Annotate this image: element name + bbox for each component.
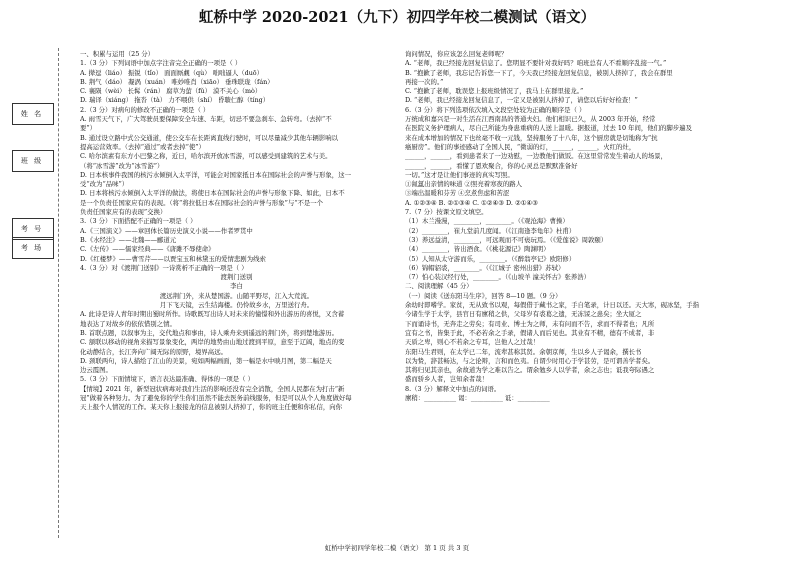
text-line: 在医院义务护理病人，尽自己所能为身患重病的人送上温暖。据报道，过去 10 年间，他们的脚步遍及 [405,124,692,133]
exam-room-label: 考 场 [20,244,44,252]
text-line: D.《红楼梦》——曹雪芹——以贾宝玉和林黛玉的爱情悲剧为线索 [80,254,266,263]
text-line: B. 荆气（dáo） 凝涡（xuán） 唯妙唯肖（xiāo） 垂珠联珑（fán） [80,77,274,86]
text-line: 宜有之书，皆集于此，不必若余之手录，假诸人而后见也。其业有不精，德有不成者，非 [405,328,655,337]
text-line: A. 此诗是诗人青年时期出蜀时所作。诗歌既写出诗人对未来的憧憬和外出游历的喜悦，又含蓄 [80,310,345,319]
text-line: （4）________，皆出酒食。（《桃花源记》陶渊明） [405,245,550,254]
text-line: C. “抱歉了老师，耽误您上报班级情况了，我马上在群里接龙。” [405,87,584,96]
text-line: （5）人知从太守游而乐，________。（《醉翁亭记》欧阳修） [405,254,576,263]
text-line: 边云霞图。 [80,366,112,375]
text-line: 万统成和嘉兴是一对生活在江西南昌的普通夫妇。他们相识已久，从 2003 年开始，经常 [405,115,656,124]
text-line: B. 通过设立路中式公交通道，使公交车在长距离直线行驶时，可以尽量减少其他车辆影响以 [80,133,338,142]
text-line: 要”） [80,124,97,133]
text-line: ①氤氲出亲情的味道 ②照亮着寒夜的路人 [405,180,523,189]
exam-title: 虹桥中学 2020-2021（九下）初四学年校二模测试（语文） [198,9,596,26]
text-line: D. 瑞译（xiáng） 拖沓（tà） 力不喂供（shí） 昏聩仁醇（tíng） [80,96,270,105]
text-line: 渡荆门送别 [220,273,253,282]
text-line: 7.（7 分）按课文原文填空。 [405,208,488,217]
text-line: A. 雨雪天气下，广大驾驶员要保障安全车速、车距，切忌不要急刹车、急转弯。（去掉“不 [80,115,332,124]
text-line: （2）________，崔九堂前几度闻。（《江南逢李龟年》杜甫） [405,226,576,235]
text-line: 提高运营效率。（去掉“通过”或者去掉“使”） [80,142,205,151]
text-line: C. 颔联以移动的视角来描写景象变化，两岸的地势由山地过渡到平原，意至于辽阔，地点的变 [80,338,345,347]
text-line: A. “老师，我已经接龙回复信息了。您明显不要针对我好吗？咱班总有人不看顺序乱接一气。” [405,59,667,68]
text-line: 月下飞天镜，云生结海楼。仍怜故乡水，万里送行舟。 [159,301,314,310]
text-line: 二、阅读理解（45 分） [405,282,473,291]
text-line: 今诸生学于太学，县官日有廪稍之供，父母岁有裘葛之遗，无冻馁之患矣；坐大厦之 [405,310,642,319]
text-line: 负责任国家应有的表现”交换） [80,208,167,217]
text-line: 5.（3 分）下面情境下，语言表达最准确、得体的一项是（ ） [80,375,254,384]
text-line: 来在成本增加的情况下也丝毫不收一元钱，坚持服务了十八年，这个厨房就是切地称为“抗 [405,133,658,142]
text-line: C. 哈尔滨素有东方小巴黎之称，近日，哈尔滨开放冰雪游，可以感受到建筑的艺术与美。 [80,152,332,161]
exam-number-label: 考 号 [20,225,44,233]
text-line: C. 襄陨（wèi） 长髯（rán） 腐草为萤（fǔ） 漠不关心（mò） [80,87,262,96]
text-line: 冠”做着各种努力。为了避免你的学生你们虽然不能去医务前线服务，但是可以从个人角度做好每 [80,393,352,402]
text-line: D. “老师，我已经接龙回复信息了，一定又是被别人挤掉了，请您以后好好检查！” [405,96,638,105]
right-column [405,50,785,403]
text-line: 再接一次的。” [405,77,444,86]
text-line: 3.（3 分）下面搭配不正确的一项是（ ） [80,217,197,226]
text-line: （6）锦帽貂裘，________。（《江城子 密州出猎》苏轼） [405,263,565,272]
text-line: D. 颈联两句，诗人描绘了江山的美景，宛如两幅画面，第一幅是水中映月图，第二幅是天 [80,356,332,365]
binding-line [58,48,59,538]
text-line: 余幼时即嗜学。家贫，无从致书以观，每假借于藏书之家，手自笔录，计日以还。天大寒，砚冰坚，手指 [405,301,699,310]
text-line: C.《左传》——儒家经典——《唐雎不辱使命》 [80,245,215,254]
text-line: 2.（3 分）对病句的修改不正确的一项是（ ） [80,105,210,114]
text-line: （一）阅读《送东阳马生序》，回答 8—10 题。（9 分） [405,291,562,300]
text-line: 【情境】2021 年，新型冠状病毒对我们生活的影响还没有完全消散，全国人民都在为打击“新 [80,384,345,393]
text-line: 受“改为“品味”） [80,180,129,189]
page-footer: 虹桥中学初四学年校二模（语文） 第 1 页 共 3 页 [324,544,470,552]
text-line: 1.（3 分）下列词语中加点字注音完全正确的一项是（ ） [80,59,242,68]
text-line: 东阳马生君则，在太学已二年，流辈甚称其贤。余朝京师，生以乡人子谒余，撰长书 [405,347,642,356]
text-line: D. 日本核事件我国的核污水倾倒入太平洋，可能会对国家抵日本在国际社会的声誉与形象，这一 [80,170,351,179]
text-line: 一、积累与运用（25 分） [80,50,155,58]
name-label: 姓 名 [20,110,44,118]
text-line: 8.（3 分）解释文中加点的词语。 [405,384,501,393]
text-line: A. 撵逗（liáo） 振锐（tǐo） 面面厮觑（qù） 咄咄逼人（duō） [80,68,264,77]
text-line: 天质之卑，则心不若余之专耳，岂他人之过哉！ [405,338,540,347]
text-line: 地表达了对故乡的依依惜别之情。 [80,319,176,328]
text-line: （3）养远益清，________，可远观而不可亵玩焉。（《爱莲说》周敦颐） [405,235,608,244]
text-line: （将“冰雪游”改为“冰雪游”） [80,161,164,170]
left-column [80,50,393,413]
text-line: A. ①②③④ B. ②①③④ C. ①②④③ D. ②①④③ [405,198,538,207]
text-line: 天上报个人情况的工作。某天你上报接龙的信息被别人挤掉了，你的班主任便和你私信，向你 [80,403,343,412]
student-info-sidebar [0,0,70,561]
text-line: （7）怕心装汉经行处，________。（《山坡羊 潼关怀古》张养浩） [405,273,591,282]
text-line: 是一个负责任国家应有的表现。（将“将拉低日本在国际社会的声誉与形象”与“不是一个 [80,198,324,207]
text-line: 以为贽，辞甚畅达，与之论辩，言和而色夷。自谓少时用心于学甚劳，是可谓善学者矣。 [405,356,655,365]
text-line: 下而诵诗书，无奔走之劳矣；有司业、博士为之师，未有问而不告，求而不得者也；凡所 [405,319,655,328]
text-line: B. “抱歉了老师，我忘记告诉您一下了，今天我已经接龙回复信息，被别人挤掉了，我会在群里 [405,68,673,77]
text-line: 一切。”这才是让他们事迹的真实写照。 [405,170,514,179]
text-line: 廪稍：__________ 谒：__________ 诋：__________ [405,393,550,402]
text-line: A.《三国演义》——章回体长篇历史演义小说——作者罗贯中 [80,226,253,235]
text-line: （1）木兰漫漫，________，________。（《观沧海》曹操） [405,217,569,226]
text-line: B.《水经注》——北魏——郦道元 [80,235,177,244]
text-line: 其将归见其亲也，余故道为学之难以告之。谓余勉乡人以学者，余之志也；诋我夸际遇之 [405,366,655,375]
class-label: 班 级 [20,157,44,165]
text-line: 渡远荆门外，来从楚国游。山随平野尽，江入大荒流。 [159,291,314,300]
text-line: 化动静结合，长江奔向广阔无际的原野，境界高远。 [80,347,227,356]
text-line: ______，______，看到患者来了一边劝慰，一边教他们做饭。在这里常常发生着动人的场景， [405,152,668,161]
text-line: 癌厨房”。他们的事迹感动了全国人民，“微弱的灯，______，______，火红的灶， [405,142,636,151]
text-line: ③端出温暖和芬芳 ④烹煮焦虑和苦涩 [405,189,510,198]
text-line: 6.（3 分）将下列选项依次填入文段空处较为正确的顺序是（ ） [405,105,586,114]
text-line: 盛而骄乡人者，岂知余者哉！ [405,375,489,384]
text-line: B. 首联点题，以叙事为主，交代地点和事由，诗人乘舟来到遥远的荆门外，将到楚地游历。 [80,328,338,337]
text-line: ______，______，看懂了恩欢聚合，你的心灵总是默默准备好 [405,161,578,170]
text-line: 询问情况，你应该怎么回复老师呢？ [405,50,508,58]
text-line: D. 日本将核污水倾倒入太平洋的做法，将使日本在国际社会的声誉与形象下降、如此，日本不 [80,189,345,198]
text-line: 李白 [230,282,243,291]
text-line: 4.（3 分）对《渡荆门送别》一诗赏析不正确的一项是（ ） [80,263,248,272]
